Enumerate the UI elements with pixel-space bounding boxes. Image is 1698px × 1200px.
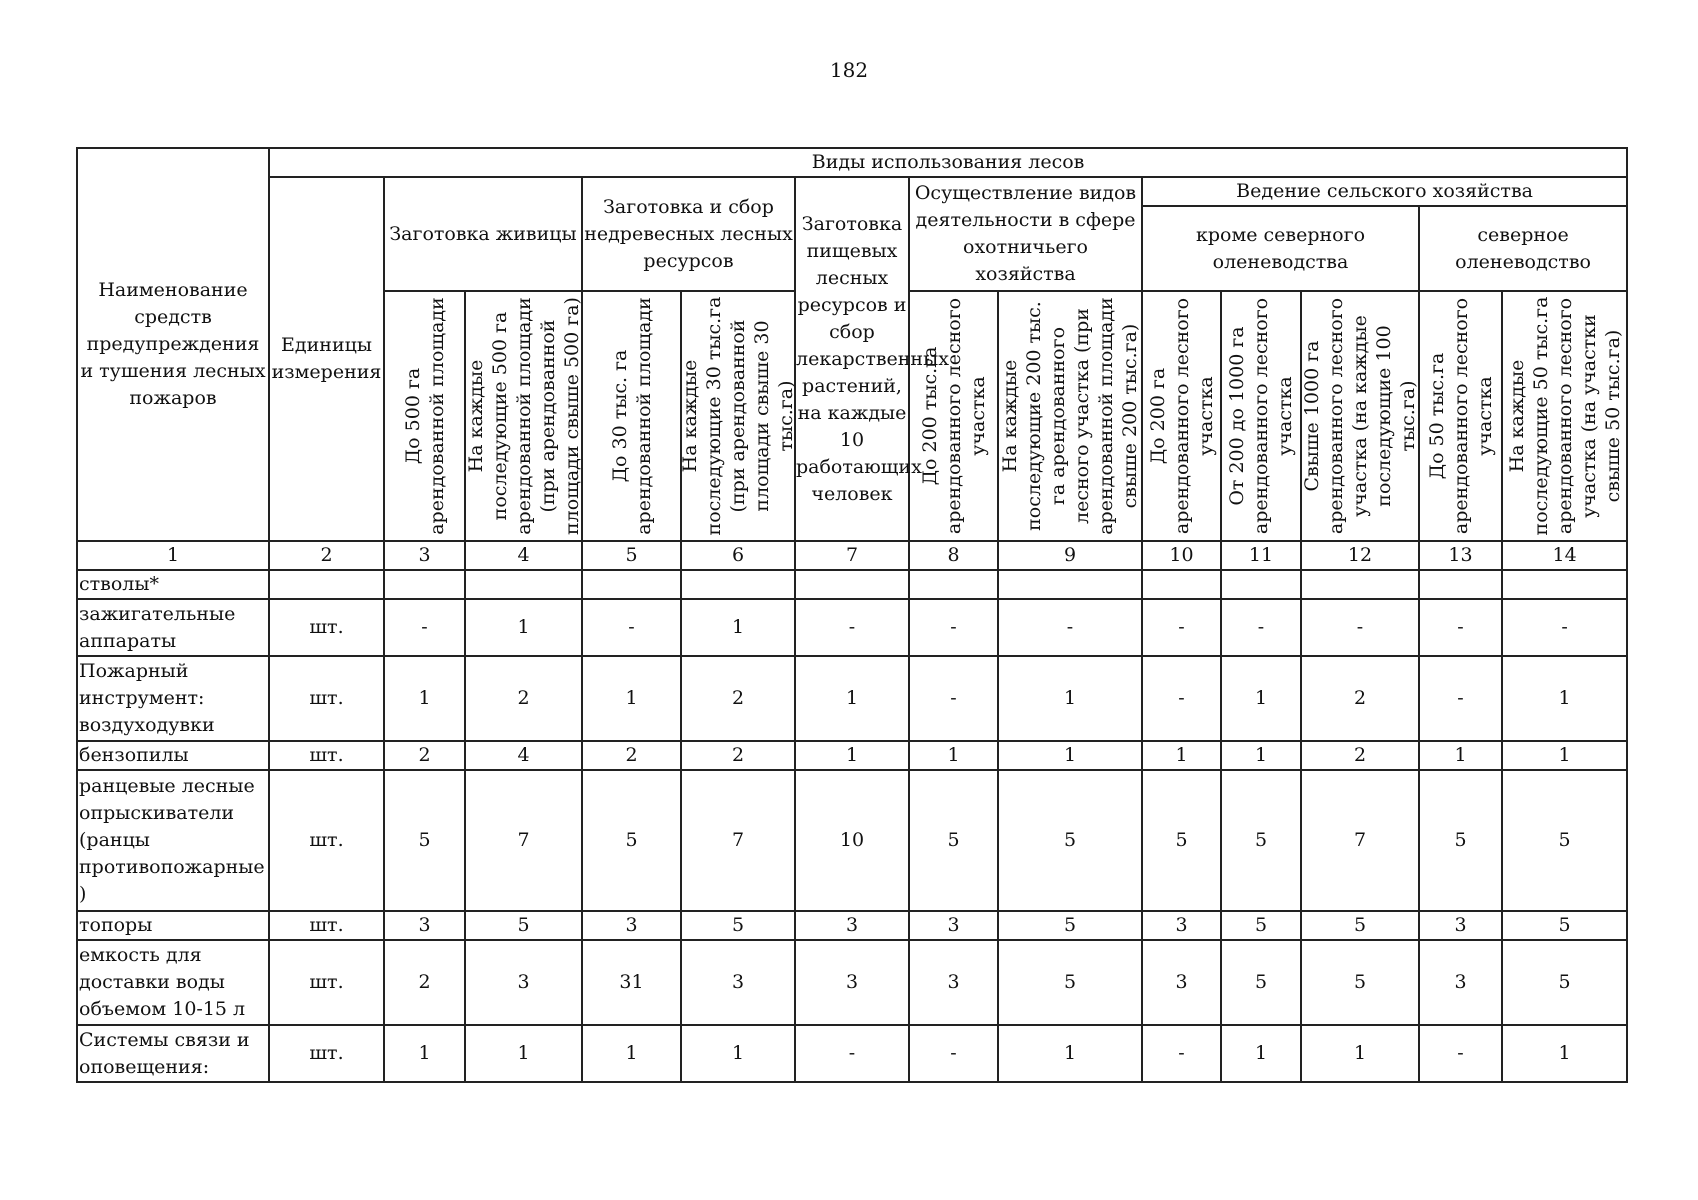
- row-value: 5: [998, 940, 1142, 1025]
- row-value: 2: [1301, 741, 1419, 770]
- row-value: 5: [1221, 770, 1301, 911]
- subheader-c11: От 200 до 1000 га арендованного лесного участка: [1221, 291, 1301, 541]
- row-value: [384, 570, 465, 599]
- header-resin: Заготовка живицы: [384, 177, 582, 291]
- header-name: Наименование средств предупреждения и тушения лесных пожаров: [77, 148, 269, 541]
- header-hunting: Осуществление видов деятельности в сфере охотничьего хозяйства: [909, 177, 1142, 291]
- row-value: -: [1142, 656, 1221, 741]
- subheader-c10: До 200 га арендованного лесного участка: [1142, 291, 1221, 541]
- row-value: 3: [384, 911, 465, 940]
- row-value: -: [1142, 1025, 1221, 1082]
- row-value: 5: [681, 911, 795, 940]
- row-value: [1142, 570, 1221, 599]
- row-value: 3: [1142, 940, 1221, 1025]
- row-value: [681, 570, 795, 599]
- row-value: -: [384, 599, 465, 656]
- row-value: 2: [681, 741, 795, 770]
- col-number: 12: [1301, 541, 1419, 570]
- table-row: [77, 741, 1627, 770]
- row-value: 1: [795, 656, 909, 741]
- row-name: Пожарный инструмент: воздуходувки: [77, 656, 269, 741]
- row-value: 7: [681, 770, 795, 911]
- col-number: 1: [77, 541, 269, 570]
- row-value: 1: [998, 656, 1142, 741]
- col-number: 14: [1502, 541, 1627, 570]
- header-agri-other: кроме северного оленеводства: [1142, 206, 1419, 291]
- row-value: -: [795, 599, 909, 656]
- row-value: 31: [582, 940, 681, 1025]
- row-value: 3: [582, 911, 681, 940]
- row-name: стволы*: [77, 570, 269, 599]
- row-value: 1: [1301, 1025, 1419, 1082]
- row-value: 4: [465, 741, 582, 770]
- row-value: -: [909, 599, 998, 656]
- row-value: -: [1221, 599, 1301, 656]
- row-value: -: [582, 599, 681, 656]
- row-name: топоры: [77, 911, 269, 940]
- row-value: 1: [795, 741, 909, 770]
- subheader-c6: На каждые последующие 30 тыс.га (при арендованной площади свыше 30 тыс.га): [681, 291, 795, 541]
- row-value: 3: [681, 940, 795, 1025]
- row-value: 3: [795, 940, 909, 1025]
- row-value: 1: [998, 1025, 1142, 1082]
- row-value: -: [1419, 1025, 1502, 1082]
- row-value: [1301, 570, 1419, 599]
- row-value: 1: [384, 1025, 465, 1082]
- row-value: 1: [1221, 1025, 1301, 1082]
- row-value: 5: [998, 911, 1142, 940]
- row-name: емкость для доставки воды объемом 10-15 л: [77, 940, 269, 1025]
- table-row: [77, 770, 1627, 911]
- row-value: [795, 570, 909, 599]
- row-value: 7: [465, 770, 582, 911]
- row-value: [998, 570, 1142, 599]
- col-number: 4: [465, 541, 582, 570]
- row-value: 2: [582, 741, 681, 770]
- row-value: 3: [1419, 911, 1502, 940]
- row-value: [1419, 570, 1502, 599]
- row-value: 3: [1142, 911, 1221, 940]
- subheader-c4: На каждые последующие 500 га арендованной площади (при арендованной площади свыше 500 га): [465, 291, 582, 541]
- row-value: 3: [795, 911, 909, 940]
- col-number: 5: [582, 541, 681, 570]
- subheader-c14: На каждые последующие 50 тыс.га арендованного лесного участка (на участки свыше 50 тыс.га): [1502, 291, 1627, 541]
- row-value: 3: [909, 911, 998, 940]
- row-value: 2: [384, 940, 465, 1025]
- row-value: -: [795, 1025, 909, 1082]
- row-value: 5: [1221, 940, 1301, 1025]
- row-value: 5: [998, 770, 1142, 911]
- header-food: Заготовка пищевых лесных ресурсов и сбор лекарственных растений, на каждые 10 работающих человек: [795, 177, 909, 541]
- row-value: 5: [1142, 770, 1221, 911]
- col-number: 11: [1221, 541, 1301, 570]
- row-value: -: [1301, 599, 1419, 656]
- column-numbers-row: [77, 541, 1627, 570]
- header-nontimber: Заготовка и сбор недревесных лесных ресурсов: [582, 177, 795, 291]
- header-forest-use: Виды использования лесов: [269, 148, 1627, 177]
- row-value: -: [1502, 599, 1627, 656]
- col-number: 10: [1142, 541, 1221, 570]
- row-unit: шт.: [269, 911, 384, 940]
- row-value: -: [909, 1025, 998, 1082]
- col-number: 7: [795, 541, 909, 570]
- row-value: -: [1142, 599, 1221, 656]
- row-value: 2: [384, 741, 465, 770]
- row-name: ранцевые лесные опрыскиватели (ранцы противопожарные ): [77, 770, 269, 911]
- row-value: 1: [998, 741, 1142, 770]
- row-name: Системы связи и оповещения:: [77, 1025, 269, 1082]
- row-value: 3: [465, 940, 582, 1025]
- col-number: 3: [384, 541, 465, 570]
- row-value: 1: [582, 656, 681, 741]
- row-name: бензопилы: [77, 741, 269, 770]
- row-value: 1: [1142, 741, 1221, 770]
- row-value: 10: [795, 770, 909, 911]
- row-value: 5: [1502, 770, 1627, 911]
- row-value: [465, 570, 582, 599]
- row-value: 7: [1301, 770, 1419, 911]
- row-value: 2: [1301, 656, 1419, 741]
- row-value: [1221, 570, 1301, 599]
- row-value: 1: [465, 599, 582, 656]
- row-unit: шт.: [269, 656, 384, 741]
- row-value: 3: [909, 940, 998, 1025]
- row-unit: шт.: [269, 741, 384, 770]
- row-value: 1: [681, 599, 795, 656]
- row-name: зажигательные аппараты: [77, 599, 269, 656]
- header-agri-reindeer: северное оленеводство: [1419, 206, 1627, 291]
- row-value: 1: [1221, 741, 1301, 770]
- row-value: 5: [1419, 770, 1502, 911]
- row-value: 1: [1419, 741, 1502, 770]
- row-value: 1: [582, 1025, 681, 1082]
- table-row: [77, 656, 1627, 741]
- row-value: 1: [384, 656, 465, 741]
- row-unit: [269, 570, 384, 599]
- row-value: 1: [1502, 656, 1627, 741]
- table-row: [77, 940, 1627, 1025]
- table-row: [77, 1025, 1627, 1082]
- row-value: 1: [681, 1025, 795, 1082]
- row-value: 5: [1301, 911, 1419, 940]
- row-value: -: [1419, 656, 1502, 741]
- col-number: 9: [998, 541, 1142, 570]
- col-number: 13: [1419, 541, 1502, 570]
- row-value: [1502, 570, 1627, 599]
- subheader-c8: До 200 тыс.га арендованного лесного участка: [909, 291, 998, 541]
- row-value: 2: [465, 656, 582, 741]
- equipment-table: [76, 147, 1628, 1083]
- table-row: [77, 599, 1627, 656]
- row-value: 1: [465, 1025, 582, 1082]
- row-value: 5: [384, 770, 465, 911]
- row-value: 1: [1221, 656, 1301, 741]
- subheader-c9: На каждые последующие 200 тыс. га арендованного лесного участка (при арендованной площади свыше 200 тыс.га): [998, 291, 1142, 541]
- header-agri: Ведение сельского хозяйства: [1142, 177, 1627, 206]
- row-value: 1: [1502, 741, 1627, 770]
- col-number: 8: [909, 541, 998, 570]
- row-value: 1: [1502, 1025, 1627, 1082]
- row-value: 5: [1301, 940, 1419, 1025]
- row-value: 5: [465, 911, 582, 940]
- row-value: 5: [1502, 940, 1627, 1025]
- subheader-c3: До 500 га арендованной площади: [384, 291, 465, 541]
- row-unit: шт.: [269, 770, 384, 911]
- col-number: 2: [269, 541, 384, 570]
- row-value: 1: [909, 741, 998, 770]
- header-unit: Единицы измерения: [269, 177, 384, 541]
- row-value: 2: [681, 656, 795, 741]
- row-value: 5: [1221, 911, 1301, 940]
- subheader-c12: Свыше 1000 га арендованного лесного участка (на каждые последующие 100 тыс.га): [1301, 291, 1419, 541]
- row-value: -: [998, 599, 1142, 656]
- row-value: -: [909, 656, 998, 741]
- row-unit: шт.: [269, 940, 384, 1025]
- row-value: 5: [909, 770, 998, 911]
- row-unit: шт.: [269, 599, 384, 656]
- subheader-c13: До 50 тыс.га арендованного лесного участка: [1419, 291, 1502, 541]
- table-row: [77, 570, 1627, 599]
- table-row: [77, 911, 1627, 940]
- row-value: 3: [1419, 940, 1502, 1025]
- subheader-c5: До 30 тыс. га арендованной площади: [582, 291, 681, 541]
- col-number: 6: [681, 541, 795, 570]
- row-value: [909, 570, 998, 599]
- row-value: 5: [1502, 911, 1627, 940]
- page-number: 182: [829, 58, 869, 82]
- row-value: 5: [582, 770, 681, 911]
- row-value: [582, 570, 681, 599]
- row-unit: шт.: [269, 1025, 384, 1082]
- row-value: -: [1419, 599, 1502, 656]
